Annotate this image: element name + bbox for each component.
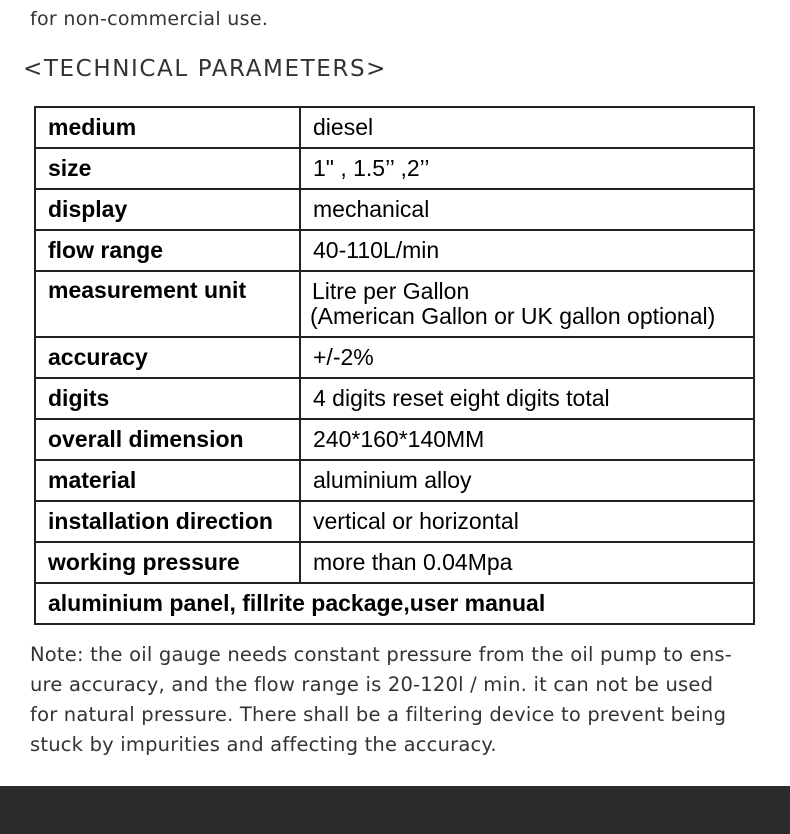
param-value-line: (American Gallon or UK gallon optional) (310, 303, 716, 329)
note-line: ure accuracy, and the flow range is 20-120l / min. it can not be used (30, 673, 714, 696)
table-row (35, 460, 754, 501)
param-key: working pressure (35, 542, 300, 583)
table-row (35, 542, 754, 583)
param-value: more than 0.04Mpa (300, 542, 754, 583)
param-key: size (35, 148, 300, 189)
param-key: overall dimension (35, 419, 300, 460)
footer-bar (0, 786, 790, 834)
param-value: 40-110L/min (300, 230, 754, 271)
param-key: material (35, 460, 300, 501)
table-row (35, 378, 754, 419)
param-value: 1" , 1.5’’ ,2’’ (300, 148, 754, 189)
param-value: vertical or horizontal (300, 501, 754, 542)
param-value-line: Litre per Gallon (312, 278, 470, 304)
note-line: stuck by impurities and affecting the accuracy. (30, 733, 497, 756)
param-key: medium (35, 107, 300, 148)
param-key: installation direction (35, 501, 300, 542)
param-value: aluminium alloy (300, 460, 754, 501)
table-row (35, 189, 754, 230)
param-value: mechanical (300, 189, 754, 230)
accuracy-note (30, 640, 770, 760)
note-line: Note: the oil gauge needs constant pressure from the oil pump to ens- (30, 643, 733, 666)
note-line: for natural pressure. There shall be a filtering device to prevent being (30, 703, 727, 726)
table-row (35, 583, 754, 624)
section-title: <TECHNICAL PARAMETERS> (23, 56, 388, 82)
table-row (35, 271, 754, 337)
technical-parameters-table (34, 106, 755, 625)
table-row (35, 501, 754, 542)
table-row (35, 148, 754, 189)
table-row (35, 230, 754, 271)
param-value (300, 271, 754, 337)
param-key: accuracy (35, 337, 300, 378)
param-value: 240*160*140MM (300, 419, 754, 460)
table-row (35, 107, 754, 148)
table-row (35, 419, 754, 460)
param-value: diesel (300, 107, 754, 148)
param-key: display (35, 189, 300, 230)
param-key: measurement unit (35, 271, 300, 337)
param-key: flow range (35, 230, 300, 271)
param-key: digits (35, 378, 300, 419)
table-row (35, 337, 754, 378)
param-value: +/-2% (300, 337, 754, 378)
intro-text-fragment: for non-commercial use. (30, 8, 269, 30)
package-contents-row: aluminium panel, fillrite package,user manual (35, 583, 754, 624)
param-value: 4 digits reset eight digits total (300, 378, 754, 419)
